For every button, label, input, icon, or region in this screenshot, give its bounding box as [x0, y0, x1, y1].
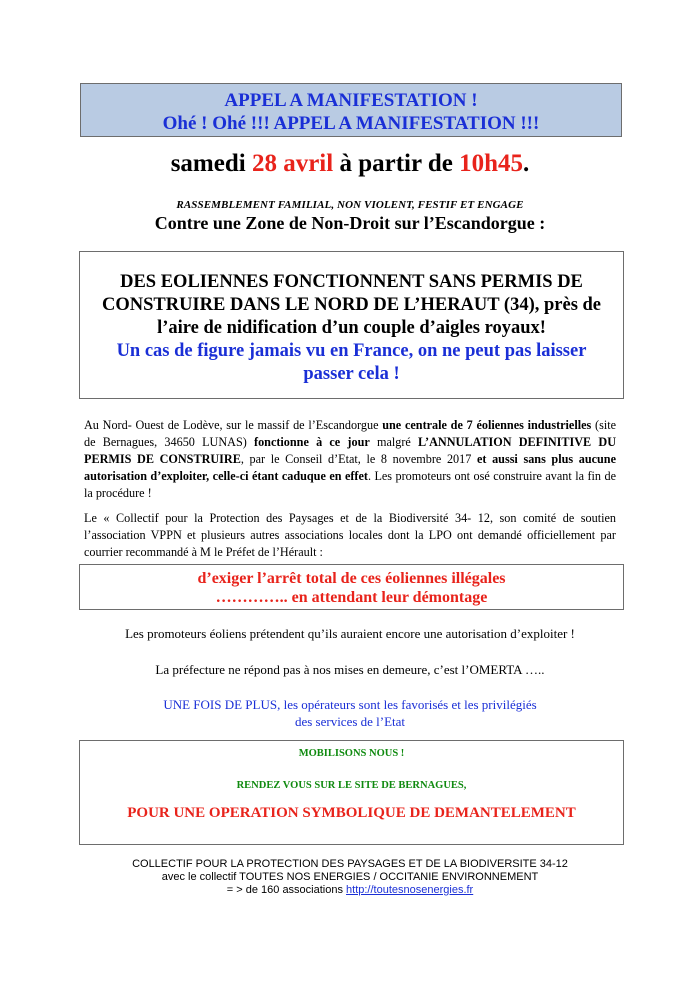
main-blue-line2: passer cela !: [303, 364, 400, 384]
main-black-line3: l’aire de nidification d’un couple d’aigles royaux!: [157, 318, 546, 338]
main-black-line1: DES EOLIENNES FONCTIONNENT SANS PERMIS DE: [120, 272, 583, 292]
date-day: 28 avril: [251, 150, 334, 177]
footer-line2: avec le collectif TOUTES NOS ENERGIES / OCCITANIE ENVIRONNEMENT: [161, 871, 539, 883]
demand-box: [79, 564, 624, 610]
mobilisation-line2: RENDEZ VOUS SUR LE SITE DE BERNAGUES,: [236, 780, 467, 791]
header-title-line1: APPEL A MANIFESTATION !: [224, 90, 478, 111]
prefecture-statement: La préfecture ne répond pas à nos mises en demeure, c’est l’OMERTA …..: [155, 662, 545, 677]
p1-text4: , par le Conseil d’Etat, le 8 novembre 2017: [240, 452, 477, 466]
header-title-line2: Ohé ! Ohé !!! APPEL A MANIFESTATION !!!: [162, 113, 540, 134]
event-headline: Contre une Zone de Non-Droit sur l’Escandorgue :: [154, 213, 546, 233]
footer: [0, 858, 700, 897]
main-announcement-black: [80, 271, 623, 340]
demand-line1: d’exiger l’arrêt total de ces éoliennes illégales: [197, 570, 506, 587]
footer-line3: [0, 884, 700, 897]
operateurs-statement: [0, 696, 700, 730]
date-prefix: samedi: [170, 150, 252, 177]
header-banner: [80, 83, 622, 137]
date-suffix: .: [523, 150, 530, 177]
mobilisation-box: [79, 740, 624, 845]
event-date: [0, 150, 700, 178]
p1-bold3: L’ANNULATION DEFINITIVE DU PERMIS DE CONSTRUIRE: [84, 435, 616, 466]
footer-line3-prefix: = > de 160 associations: [226, 884, 347, 896]
main-announcement-box: [79, 251, 624, 399]
website-link[interactable]: http://toutesnosenergies.fr: [346, 884, 474, 896]
p1-bold4: et aussi sans plus aucune autorisation d’exploiter, celle-ci étant caduque en effet: [84, 452, 616, 483]
event-tagline: RASSEMBLEMENT FAMILIAL, NON VIOLENT, FESTIF ET ENGAGE: [176, 199, 524, 211]
operateurs-line2: des services de l’Etat: [294, 714, 406, 729]
p1-text1: Au Nord- Ouest de Lodève, sur le massif de l’Escandorgue: [84, 418, 383, 432]
p1-text3: malgré: [369, 435, 419, 449]
p1-bold1: une centrale de 7 éoliennes industrielles: [382, 418, 592, 432]
mobilisation-line1: MOBILISONS NOUS !: [298, 748, 405, 759]
context-paragraph: [84, 417, 616, 502]
p1-text2: (site de Bernagues, 34650 LUNAS): [84, 418, 617, 449]
demand-line2: ………….. en attendant leur démontage: [215, 589, 488, 606]
p1-bold2: fonctionne à ce jour: [254, 435, 370, 449]
promoteurs-statement: Les promoteurs éoliens prétendent qu’ils auraient encore une autorisation d’exploiter !: [125, 626, 575, 641]
collectif-paragraph: Le « Collectif pour la Protection des Paysages et de la Biodiversité 34- 12, son comité de soutien l’association VPPN et plusieurs autres associations locales dont la LPO ont demandé officiellement par courrier recommandé à M le Préfet de l’Hérault :: [84, 511, 616, 559]
footer-line1: COLLECTIF POUR LA PROTECTION DES PAYSAGES ET DE LA BIODIVERSITE 34-12: [132, 858, 568, 870]
date-middle: à partir de: [333, 150, 460, 177]
date-time: 10h45: [459, 150, 524, 177]
operateurs-line1: UNE FOIS DE PLUS, les opérateurs sont les favorisés et les privilégiés: [163, 697, 537, 712]
mobilisation-line3: POUR UNE OPERATION SYMBOLIQUE DE DEMANTELEMENT: [127, 805, 576, 821]
p1-text5: . Les promoteurs ont osé construire avant la fin de la procédure !: [84, 469, 616, 500]
main-black-line2: CONSTRUIRE DANS LE NORD DE L’HERAUT (34), près de: [101, 295, 602, 315]
main-announcement-blue: [80, 340, 623, 386]
main-blue-line1: Un cas de figure jamais vu en France, on ne peut pas laisser: [116, 341, 587, 361]
